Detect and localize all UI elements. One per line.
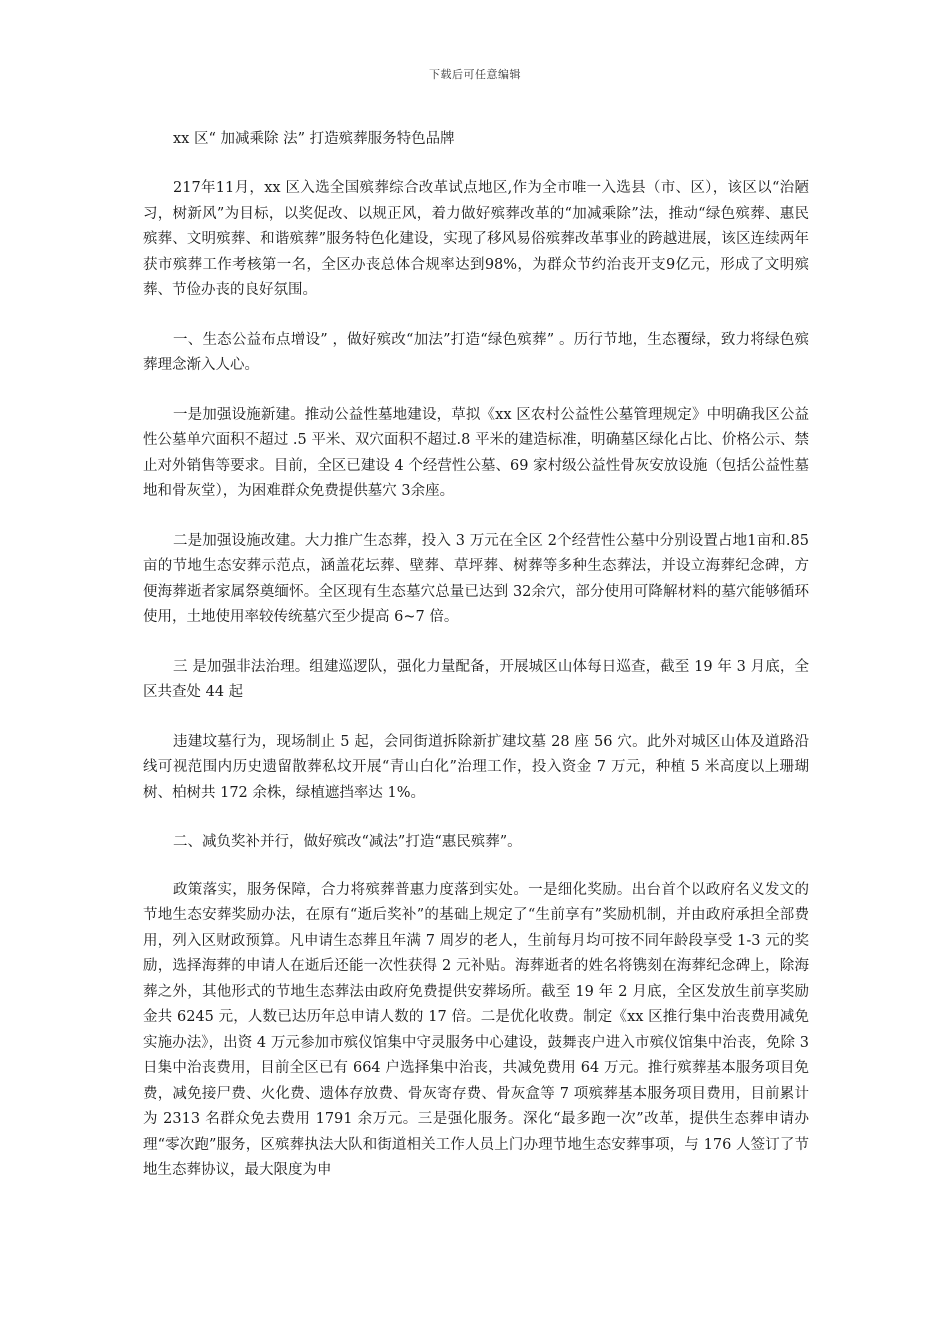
paragraph-facility-rebuild: 二是加强设施改建。大力推广生态葬，投入 3 万元在全区 2个经营性公墓中分别设置占地1亩和.85亩的节地生态安葬示范点，涵盖花坛葬、壁葬、草坪葬、树葬等多种生态葬法，并设立海葬纪念碑，方便海葬逝者家属祭奠缅怀。全区现有生态墓穴总量已达到 32余穴，部分使用可降解材料的墓穴能够循环使用，土地使用率较传统墓穴至少提高 6~7 倍。 xyxy=(143,532,809,625)
paragraph-facility-new-build: 一是加强设施新建。推动公益性墓地建设，草拟《xx 区农村公益性公墓管理规定》中明确我区公益性公墓单穴面积不超过 .5 平米、双穴面积不超过.8 平米的建造标准，明确墓区绿化占比、价格公示、禁止对外销售等要求。目前，全区已建设 4 个经营性公墓、69 家村级公益性骨灰安放设施（包括公益性墓地和骨灰堂），为困难群众免费提供墓穴 3余座。 xyxy=(143,406,809,499)
document-title: xx 区“ 加减乘除 法” 打造殡葬服务特色品牌 xyxy=(173,131,455,147)
paragraph-section-two-heading: 二、减负奖补并行，做好殡改“减法”打造“惠民殡葬”。 xyxy=(173,834,522,850)
paragraph-illegal-graves: 违建坟墓行为，现场制止 5 起，会同街道拆除新扩建坟墓 28 座 56 穴。此外对城区山体及道路沿线可视范围内历史遗留散葬私坟开展“青山白化”治理工作，投入资金 7 万元，种植 5 米高度以上珊瑚树、柏树共 172 余株，绿植遮挡率达 1%。 xyxy=(143,733,809,801)
paragraph-illegal-governance: 三 是加强非法治理。组建巡逻队，强化力量配备，开展城区山体每日巡查，截至 19 年 3 月底，全区共查处 44 起 xyxy=(143,658,809,700)
paragraph-section-one-heading: 一、生态公益布点增设” ，做好殡改“加法”打造“绿色殡葬” 。历行节地，生态覆绿，致力将绿色殡葬理念渐入人心。 xyxy=(143,331,809,373)
document-body xyxy=(143,127,814,1208)
paragraph-intro: 217年11月，xx 区入选全国殡葬综合改革试点地区,作为全市唯一入选县（市、区），该区以“治陋习，树新风”为目标，以奖促改、以规正风，着力做好殡葬改革的“加减乘除”法，推动“绿色殡葬、惠民殡葬、文明殡葬、和谐殡葬”服务特色化建设，实现了移风易俗殡葬改革事业的跨越进展，该区连续两年获市殡葬工作考核第一名，全区办丧总体合规率达到98%，为群众节约治丧开支9亿元，形成了文明殡葬、节俭办丧的良好氛围。 xyxy=(143,180,809,298)
paragraph-policy-implementation: 政策落实，服务保障，合力将殡葬普惠力度落到实处。一是细化奖励。出台首个以政府名义发文的节地生态安葬奖励办法，在原有“逝后奖补”的基础上规定了“生前享有”奖励机制，并由政府承担全部费用，列入区财政预算。凡申请生态葬且年满 7 周岁的老人，生前每月均可按不同年龄段享受 1-3 元的奖励，选择海葬的申请人在逝后还能一次性获得 2 元补贴。海葬逝者的姓名将镌刻在海葬纪念碑上，除海葬之外，其他形式的节地生态葬法由政府免费提供安葬场所。截至 19 年 2 月底，全区发放生前享奖励金共 6245 元，人数已达历年总申请人数的 17 倍。二是优化收费。制定《xx 区推行集中治丧费用减免实施办法》，出资 4 万元参加市殡仪馆集中守灵服务中心建设，鼓舞丧户进入市殡仪馆集中治丧，免除 3 日集中治丧费用，目前全区已有 664 户选择集中治丧，共减免费用 64 万元。推行殡葬基本服务项目免费，减免接尸费、火化费、遗体存放费、骨灰寄存费、骨灰盒等 7 项殡葬基本服务项目费用，目前累计为 2313 名群众免去费用 1791 余万元。三是强化服务。深化“最多跑一次”改革，提供生态葬申请办理“零次跑”服务，区殡葬执法大队和街道相关工作人员上门办理节地生态安葬事项，与 176 人签订了节地生态葬协议，最大限度为申 xyxy=(143,881,814,1178)
page-header-note: 下载后可任意编辑 xyxy=(429,68,521,81)
